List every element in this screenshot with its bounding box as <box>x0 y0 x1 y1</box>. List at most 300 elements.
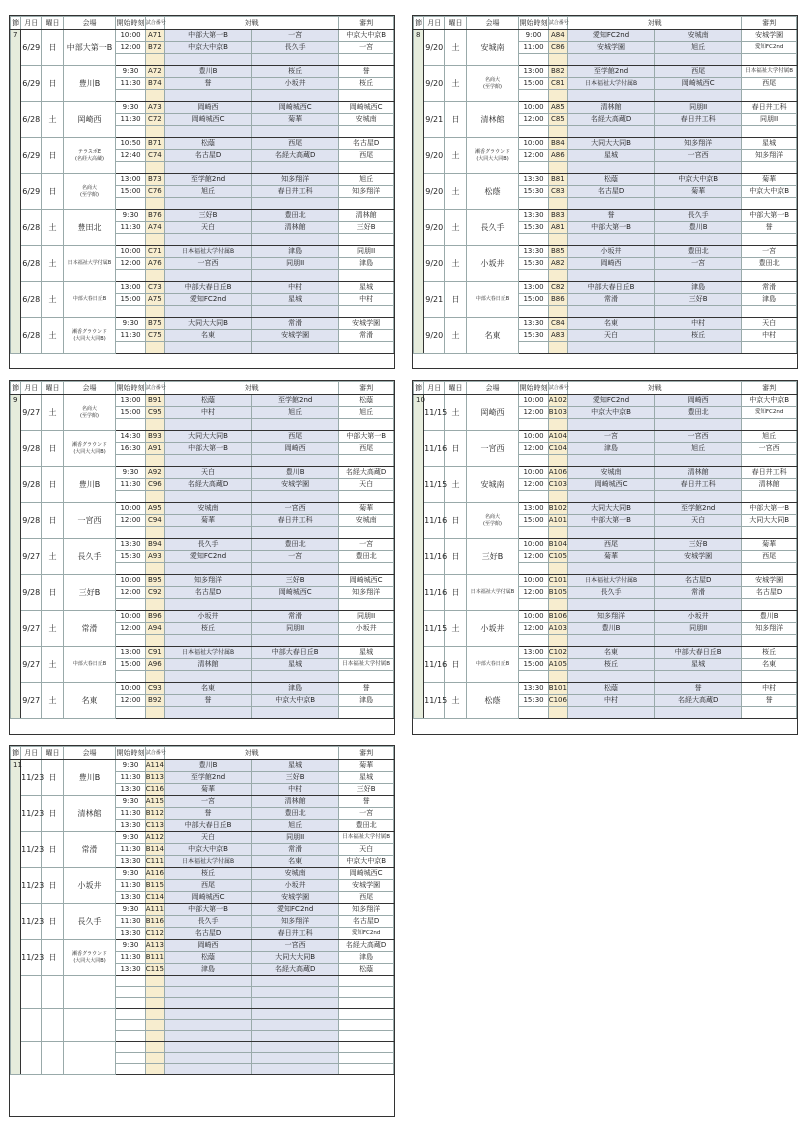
empty-cell <box>145 527 164 539</box>
kickoff-time: 15:30 <box>519 186 548 198</box>
kickoff-time: 13:30 <box>116 784 145 796</box>
empty-cell <box>252 599 339 611</box>
match-code: B83 <box>548 210 567 222</box>
match-code: B104 <box>548 539 567 551</box>
section-number: 10 <box>414 395 424 719</box>
match-venue: 清林館 <box>63 796 116 832</box>
match-date: 6/28 <box>21 246 42 282</box>
away-team: 星城 <box>252 294 339 306</box>
kickoff-time: 10:00 <box>116 611 145 623</box>
home-team: 清林館 <box>164 659 251 671</box>
match-code: A105 <box>548 659 567 671</box>
referee-team: 松蔭 <box>339 395 394 407</box>
kickoff-time: 11:30 <box>116 330 145 342</box>
match-weekday: 日 <box>445 102 466 138</box>
match-row <box>11 282 394 294</box>
referee-team: 津島 <box>339 952 394 964</box>
empty-cell <box>116 1009 145 1020</box>
match-code: C76 <box>145 186 164 198</box>
match-code: B93 <box>145 431 164 443</box>
header-sec: 節 <box>414 17 424 30</box>
header-time: 開始時刻 <box>116 747 145 760</box>
referee-team: 天白 <box>339 844 394 856</box>
match-weekday: 日 <box>42 904 63 940</box>
empty-cell <box>339 563 394 575</box>
empty-cell <box>655 491 742 503</box>
empty-cell <box>252 198 339 210</box>
away-team: 一宮西 <box>655 431 742 443</box>
match-row <box>11 796 394 808</box>
referee-team: 西尾 <box>339 892 394 904</box>
header-row <box>414 382 797 395</box>
empty-cell <box>252 306 339 318</box>
home-team: 岡崎西 <box>164 940 251 952</box>
empty-cell <box>742 90 797 102</box>
empty-cell <box>164 563 251 575</box>
referee-team: 旭丘 <box>339 174 394 186</box>
referee-team: 知多翔洋 <box>339 186 394 198</box>
kickoff-time: 11:30 <box>116 952 145 964</box>
home-team: 名古屋D <box>164 150 251 162</box>
match-code: B92 <box>145 695 164 707</box>
empty-cell <box>164 1042 251 1053</box>
match-weekday: 日 <box>42 940 63 976</box>
empty-cell <box>116 998 145 1009</box>
match-venue: 長久手 <box>63 904 116 940</box>
kickoff-time: 12:00 <box>519 407 548 419</box>
match-code: B73 <box>145 174 164 186</box>
kickoff-time: 12:00 <box>519 479 548 491</box>
kickoff-time: 10:00 <box>519 431 548 443</box>
match-weekday: 日 <box>42 30 63 66</box>
match-date: 11/23 <box>21 832 42 868</box>
away-team: 旭丘 <box>252 820 339 832</box>
match-weekday: 日 <box>42 760 63 796</box>
empty-cell <box>339 1020 394 1031</box>
away-team: 旭丘 <box>655 42 742 54</box>
schedule-table <box>10 16 394 354</box>
home-team: 大同大大同B <box>164 431 251 443</box>
empty-cell <box>145 998 164 1009</box>
empty-cell <box>252 491 339 503</box>
match-date: 6/28 <box>21 210 42 246</box>
referee-team: 中部大第一B <box>742 210 797 222</box>
match-row <box>414 431 797 443</box>
referee-team: 知多翔洋 <box>742 623 797 635</box>
match-weekday: 土 <box>445 30 466 66</box>
match-weekday: 土 <box>445 467 466 503</box>
referee-team: 一宮 <box>339 42 394 54</box>
match-code: A86 <box>548 150 567 162</box>
match-code: C83 <box>548 186 567 198</box>
schedule-table <box>10 746 394 1075</box>
empty-cell <box>339 987 394 998</box>
match-venue: 名商大 (至学館) <box>63 174 116 210</box>
away-team: 同朋II <box>252 623 339 635</box>
header-venue: 会場 <box>63 17 116 30</box>
kickoff-time: 11:30 <box>116 479 145 491</box>
empty-cell <box>742 707 797 719</box>
match-weekday: 土 <box>42 210 63 246</box>
match-code: A103 <box>548 623 567 635</box>
empty-cell <box>339 976 394 987</box>
match-code: A84 <box>548 30 567 42</box>
empty-cell <box>655 90 742 102</box>
away-team: 春日井工科 <box>252 928 339 940</box>
referee-team: 中京大中京B <box>339 856 394 868</box>
match-code: A96 <box>145 659 164 671</box>
match-code: B103 <box>548 407 567 419</box>
match-code: C111 <box>145 856 164 868</box>
match-venue: 名東 <box>466 318 519 354</box>
away-team: 清林館 <box>252 222 339 234</box>
referee-team: 中村 <box>742 683 797 695</box>
empty-cell <box>655 162 742 174</box>
blank-row <box>11 976 394 987</box>
away-team: 中村 <box>252 282 339 294</box>
home-team: 岡崎城西C <box>164 892 251 904</box>
away-team: 津島 <box>655 282 742 294</box>
header-date: 月日 <box>424 382 445 395</box>
empty-cell <box>116 491 145 503</box>
empty-cell <box>164 162 251 174</box>
match-row <box>414 318 797 330</box>
home-team: 名東 <box>164 330 251 342</box>
kickoff-time: 11:30 <box>116 880 145 892</box>
match-code: A104 <box>548 431 567 443</box>
empty-cell <box>145 1020 164 1031</box>
empty-cell <box>164 306 251 318</box>
kickoff-time: 9:30 <box>116 102 145 114</box>
kickoff-time: 9:30 <box>116 760 145 772</box>
away-team: 旭丘 <box>252 407 339 419</box>
kickoff-time: 9:30 <box>116 318 145 330</box>
schedule-panel-sec8 <box>412 15 798 369</box>
match-weekday: 土 <box>445 66 466 102</box>
empty-cell <box>339 635 394 647</box>
empty-cell <box>548 527 567 539</box>
kickoff-time: 9:00 <box>519 30 548 42</box>
kickoff-time: 13:30 <box>116 856 145 868</box>
home-team: 誉 <box>567 210 654 222</box>
empty-cell <box>252 998 339 1009</box>
empty-cell <box>252 1031 339 1042</box>
match-code: C112 <box>145 928 164 940</box>
empty-cell <box>655 270 742 282</box>
away-team: 一宮 <box>655 258 742 270</box>
empty-cell <box>116 671 145 683</box>
home-team: 中部大第一B <box>164 904 251 916</box>
empty-cell <box>339 1053 394 1064</box>
header-match: 対戦 <box>164 17 338 30</box>
referee-team: 旭丘 <box>742 431 797 443</box>
match-venue: 常滑 <box>63 611 116 647</box>
home-team: 豊川B <box>164 66 251 78</box>
empty-cell <box>519 455 548 467</box>
match-date: 9/20 <box>424 30 445 66</box>
match-code: B112 <box>145 808 164 820</box>
empty-cell <box>742 599 797 611</box>
empty-cell <box>742 342 797 354</box>
empty-cell <box>252 234 339 246</box>
empty-cell <box>145 987 164 998</box>
empty-cell <box>164 1064 251 1075</box>
home-team: 桜丘 <box>164 868 251 880</box>
empty-cell <box>164 1053 251 1064</box>
header-match: 対戦 <box>567 382 741 395</box>
empty-cell <box>519 270 548 282</box>
away-team: 豊田北 <box>252 808 339 820</box>
schedule-panel-sec10 <box>412 380 798 735</box>
match-date <box>21 1009 42 1042</box>
match-weekday: 日 <box>445 575 466 611</box>
away-team: 豊川B <box>252 467 339 479</box>
empty-cell <box>252 54 339 66</box>
empty-cell <box>252 1042 339 1053</box>
kickoff-time: 10:00 <box>519 395 548 407</box>
away-team: 一宮西 <box>655 150 742 162</box>
section-number: 9 <box>11 395 21 719</box>
match-row <box>11 138 394 150</box>
match-row <box>414 174 797 186</box>
away-team: 豊田北 <box>655 246 742 258</box>
match-weekday: 土 <box>445 395 466 431</box>
referee-team: 清林館 <box>339 210 394 222</box>
match-weekday: 日 <box>445 647 466 683</box>
away-team: 岡崎西 <box>655 395 742 407</box>
away-team: 一宮西 <box>252 940 339 952</box>
empty-cell <box>519 198 548 210</box>
kickoff-time: 13:00 <box>519 503 548 515</box>
away-team: 西尾 <box>252 431 339 443</box>
empty-cell <box>567 198 654 210</box>
match-weekday: 土 <box>445 174 466 210</box>
match-weekday: 日 <box>42 431 63 467</box>
home-team: 中部大第一B <box>164 443 251 455</box>
empty-cell <box>145 270 164 282</box>
match-weekday: 日 <box>445 431 466 467</box>
home-team: 安城南 <box>164 503 251 515</box>
referee-team: 安城南 <box>339 114 394 126</box>
kickoff-time: 13:30 <box>116 539 145 551</box>
match-venue: 名商大 (至学館) <box>63 395 116 431</box>
match-row <box>414 575 797 587</box>
match-row <box>11 210 394 222</box>
empty-cell <box>164 987 251 998</box>
match-venue: 一宮西 <box>466 431 519 467</box>
home-team: 誉 <box>164 695 251 707</box>
empty-cell <box>116 162 145 174</box>
match-date: 6/29 <box>21 174 42 210</box>
referee-team: 名古屋D <box>742 587 797 599</box>
kickoff-time: 13:00 <box>116 282 145 294</box>
empty-cell <box>742 491 797 503</box>
schedule-panel-sec9 <box>9 380 395 735</box>
match-code: C71 <box>145 246 164 258</box>
empty-cell <box>655 306 742 318</box>
empty-cell <box>164 491 251 503</box>
match-date: 11/15 <box>424 683 445 719</box>
kickoff-time: 15:00 <box>519 78 548 90</box>
header-venue: 会場 <box>466 17 519 30</box>
empty-cell <box>252 419 339 431</box>
schedule-table <box>413 381 797 719</box>
match-date: 9/27 <box>21 683 42 719</box>
match-date: 11/23 <box>21 760 42 796</box>
home-team: 天白 <box>164 467 251 479</box>
match-code: C75 <box>145 330 164 342</box>
away-team: 小坂井 <box>252 880 339 892</box>
empty-cell <box>164 599 251 611</box>
match-row <box>414 138 797 150</box>
match-venue: 豊田北 <box>63 210 116 246</box>
match-weekday: 土 <box>42 318 63 354</box>
home-team: 愛知FC2nd <box>567 30 654 42</box>
empty-cell <box>742 455 797 467</box>
kickoff-time: 15:00 <box>519 515 548 527</box>
match-weekday: 日 <box>42 503 63 539</box>
empty-cell <box>548 234 567 246</box>
match-code: B85 <box>548 246 567 258</box>
match-weekday: 日 <box>42 832 63 868</box>
referee-team: 豊田北 <box>742 258 797 270</box>
header-sec: 節 <box>11 747 21 760</box>
away-team: 春日井工科 <box>655 114 742 126</box>
empty-cell <box>655 234 742 246</box>
referee-team: 中村 <box>742 330 797 342</box>
empty-cell <box>116 563 145 575</box>
match-row <box>414 647 797 659</box>
away-team: 同朋II <box>655 102 742 114</box>
empty-cell <box>742 126 797 138</box>
empty-cell <box>116 306 145 318</box>
referee-team: 中部大第一B <box>742 503 797 515</box>
empty-cell <box>519 54 548 66</box>
empty-cell <box>145 1042 164 1053</box>
match-code: B75 <box>145 318 164 330</box>
empty-cell <box>519 162 548 174</box>
match-weekday: 日 <box>42 796 63 832</box>
kickoff-time: 15:00 <box>519 659 548 671</box>
referee-team: 星城 <box>339 282 394 294</box>
home-team: 桜丘 <box>567 659 654 671</box>
away-team: 豊田北 <box>252 210 339 222</box>
match-venue: 一宮西 <box>63 503 116 539</box>
match-date: 9/28 <box>21 467 42 503</box>
match-code: C86 <box>548 42 567 54</box>
empty-cell <box>145 1031 164 1042</box>
match-venue: 名商大 (至学館) <box>466 66 519 102</box>
header-sec: 節 <box>414 382 424 395</box>
match-date: 9/28 <box>21 575 42 611</box>
referee-team: 一宮 <box>742 246 797 258</box>
away-team: 星城 <box>655 659 742 671</box>
match-date: 11/16 <box>424 647 445 683</box>
match-weekday <box>42 1009 63 1042</box>
header-time: 開始時刻 <box>116 382 145 395</box>
empty-cell <box>339 342 394 354</box>
empty-cell <box>655 342 742 354</box>
away-team: 中村 <box>655 318 742 330</box>
match-weekday <box>42 1042 63 1075</box>
kickoff-time: 15:00 <box>519 294 548 306</box>
away-team: 大同大大同B <box>252 952 339 964</box>
empty-cell <box>742 527 797 539</box>
empty-cell <box>145 976 164 987</box>
match-row <box>11 539 394 551</box>
referee-team: 常滑 <box>742 282 797 294</box>
match-venue: 安城南 <box>466 467 519 503</box>
match-row <box>11 647 394 659</box>
home-team: 日本福祉大学付属B <box>567 575 654 587</box>
referee-team: 桜丘 <box>339 78 394 90</box>
referee-team: 星城 <box>339 772 394 784</box>
home-team: 松蔭 <box>164 952 251 964</box>
empty-cell <box>116 126 145 138</box>
away-team: 安城学園 <box>655 551 742 563</box>
empty-cell <box>339 1064 394 1075</box>
match-row <box>414 395 797 407</box>
empty-cell <box>548 198 567 210</box>
away-team: 菊華 <box>252 114 339 126</box>
match-venue: 長久手 <box>466 210 519 246</box>
empty-cell <box>116 234 145 246</box>
match-date: 9/27 <box>21 611 42 647</box>
header-venue: 会場 <box>466 382 519 395</box>
match-date: 9/20 <box>424 138 445 174</box>
kickoff-time: 11:30 <box>116 114 145 126</box>
empty-cell <box>548 126 567 138</box>
empty-cell <box>742 306 797 318</box>
kickoff-time: 10:00 <box>116 503 145 515</box>
home-team: 名古屋D <box>164 587 251 599</box>
match-date: 11/23 <box>21 904 42 940</box>
kickoff-time: 10:00 <box>519 102 548 114</box>
empty-cell <box>145 455 164 467</box>
match-code: C92 <box>145 587 164 599</box>
header-date: 月日 <box>21 382 42 395</box>
referee-team: 中京大中京B <box>339 30 394 42</box>
empty-cell <box>548 563 567 575</box>
kickoff-time: 11:30 <box>116 808 145 820</box>
match-code: B116 <box>145 916 164 928</box>
empty-cell <box>567 234 654 246</box>
referee-team: 一宮 <box>339 539 394 551</box>
empty-cell <box>742 198 797 210</box>
referee-team: 岡崎城西C <box>339 868 394 880</box>
away-team: 豊田北 <box>252 539 339 551</box>
empty-cell <box>252 707 339 719</box>
away-team: 清林館 <box>655 467 742 479</box>
away-team: 中部大春日丘B <box>655 647 742 659</box>
empty-cell <box>145 563 164 575</box>
match-code: A115 <box>145 796 164 808</box>
match-venue: 瀬香グラウンド (大同大大同B) <box>63 318 116 354</box>
kickoff-time: 13:30 <box>116 964 145 976</box>
match-code: C84 <box>548 318 567 330</box>
home-team: 名経大高蔵D <box>567 114 654 126</box>
kickoff-time: 9:30 <box>116 832 145 844</box>
match-weekday: 土 <box>42 282 63 318</box>
home-team: 日本福祉大学付属B <box>164 647 251 659</box>
empty-cell <box>145 306 164 318</box>
match-venue: 松蔭 <box>466 174 519 210</box>
match-code: B94 <box>145 539 164 551</box>
match-weekday <box>42 976 63 1009</box>
match-date: 11/23 <box>21 796 42 832</box>
match-code: C96 <box>145 479 164 491</box>
kickoff-time: 13:00 <box>519 282 548 294</box>
